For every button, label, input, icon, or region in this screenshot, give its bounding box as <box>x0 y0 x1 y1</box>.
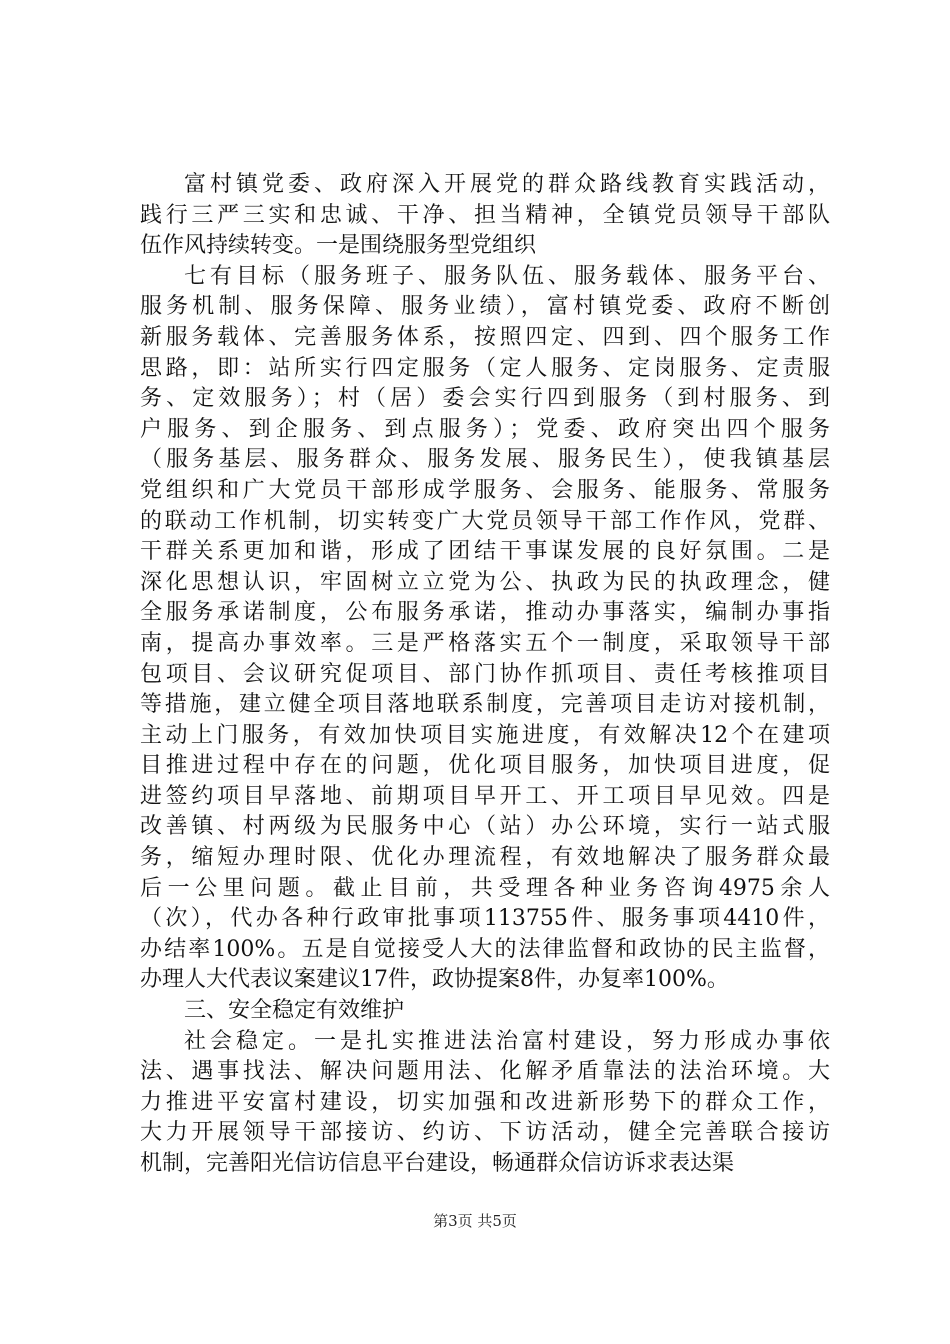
text-line: 三、安全稳定有效维护 <box>184 998 405 1024</box>
paragraph <box>140 996 830 1027</box>
text-line: 干群关系更加和谐，形成了团结干事谋发展的良好氛围。二是 <box>140 539 830 565</box>
text-line: 伍作风持续转变。一是围绕服务型党组织 <box>140 233 537 259</box>
text-line: 办理人大代表议案建议17件，政协提案8件，办复率100%。 <box>140 967 729 993</box>
text-line: 新服务载体、完善服务体系，按照四定、四到、四个服务工作 <box>140 324 830 350</box>
text-line: 务，缩短办理时限、优化办理流程，有效地解决了服务群众最 <box>140 845 830 871</box>
document-body <box>140 170 830 1180</box>
text-line: 务、定效服务）；村（居）委会实行四到服务（到村服务、到 <box>140 386 830 412</box>
text-line: （次），代办各种行政审批事项113755件、服务事项4410件， <box>140 906 830 932</box>
text-line: 机制，完善阳光信访信息平台建设，畅通群众信访诉求表达渠 <box>140 1151 735 1176</box>
paragraph <box>140 1027 830 1180</box>
text-line: 进签约项目早落地、前期项目早开工、开工项目早见效。四是 <box>140 783 830 809</box>
text-line: 七有目标（服务班子、服务队伍、服务载体、服务平台、 <box>184 263 830 289</box>
text-line: 全服务承诺制度，公布服务承诺，推动办事落实，编制办事指 <box>140 600 830 626</box>
text-line: 包项目、会议研究促项目、部门协作抓项目、责任考核推项目 <box>140 661 830 687</box>
text-line: 南，提高办事效率。三是严格落实五个一制度，采取领导干部 <box>140 630 830 656</box>
text-line: 社会稳定。一是扎实推进法治富村建设，努力形成办事依 <box>184 1028 830 1054</box>
text-line: 法、遇事找法、解决问题用法、化解矛盾靠法的法治环境。大 <box>140 1059 830 1085</box>
text-line: 思路，即：站所实行四定服务（定人服务、定岗服务、定责服 <box>140 355 830 381</box>
text-line: 办结率100%。五是自觉接受人大的法律监督和政协的民主监督， <box>140 936 830 962</box>
text-line: 后一公里问题。截止目前，共受理各种业务咨询4975余人 <box>140 875 830 901</box>
text-line: （服务基层、服务群众、服务发展、服务民生），使我镇基层 <box>140 447 830 473</box>
text-line: 力推进平安富村建设，切实加强和改进新形势下的群众工作， <box>140 1089 830 1115</box>
text-line: 改善镇、村两级为民服务中心（站）办公环境，实行一站式服 <box>140 814 830 840</box>
text-line: 践行三严三实和忠诚、干净、担当精神，全镇党员领导干部队 <box>140 202 830 228</box>
paragraph <box>140 170 830 262</box>
text-line: 党组织和广大党员干部形成学服务、会服务、能服务、常服务 <box>140 477 830 503</box>
text-line: 大力开展领导干部接访、约访、下访活动，健全完善联合接访 <box>140 1120 830 1146</box>
text-line: 目推进过程中存在的问题，优化项目服务，加快项目进度，促 <box>140 753 830 779</box>
text-line: 的联动工作机制，切实转变广大党员领导干部工作作风，党群、 <box>140 508 830 534</box>
text-line: 主动上门服务，有效加快项目实施进度，有效解决12个在建项 <box>140 722 830 748</box>
text-line: 户服务、到企服务、到点服务）；党委、政府突出四个服务 <box>140 416 830 442</box>
text-line: 服务机制、服务保障、服务业绩），富村镇党委、政府不断创 <box>140 294 830 320</box>
text-line: 深化思想认识，牢固树立立党为公、执政为民的执政理念，健 <box>140 569 830 595</box>
text-line: 富村镇党委、政府深入开展党的群众路线教育实践活动， <box>184 172 830 197</box>
paragraph <box>140 262 830 996</box>
page-footer: 第3页 共5页 <box>433 1212 517 1230</box>
text-line: 等措施，建立健全项目落地联系制度，完善项目走访对接机制， <box>140 692 830 718</box>
